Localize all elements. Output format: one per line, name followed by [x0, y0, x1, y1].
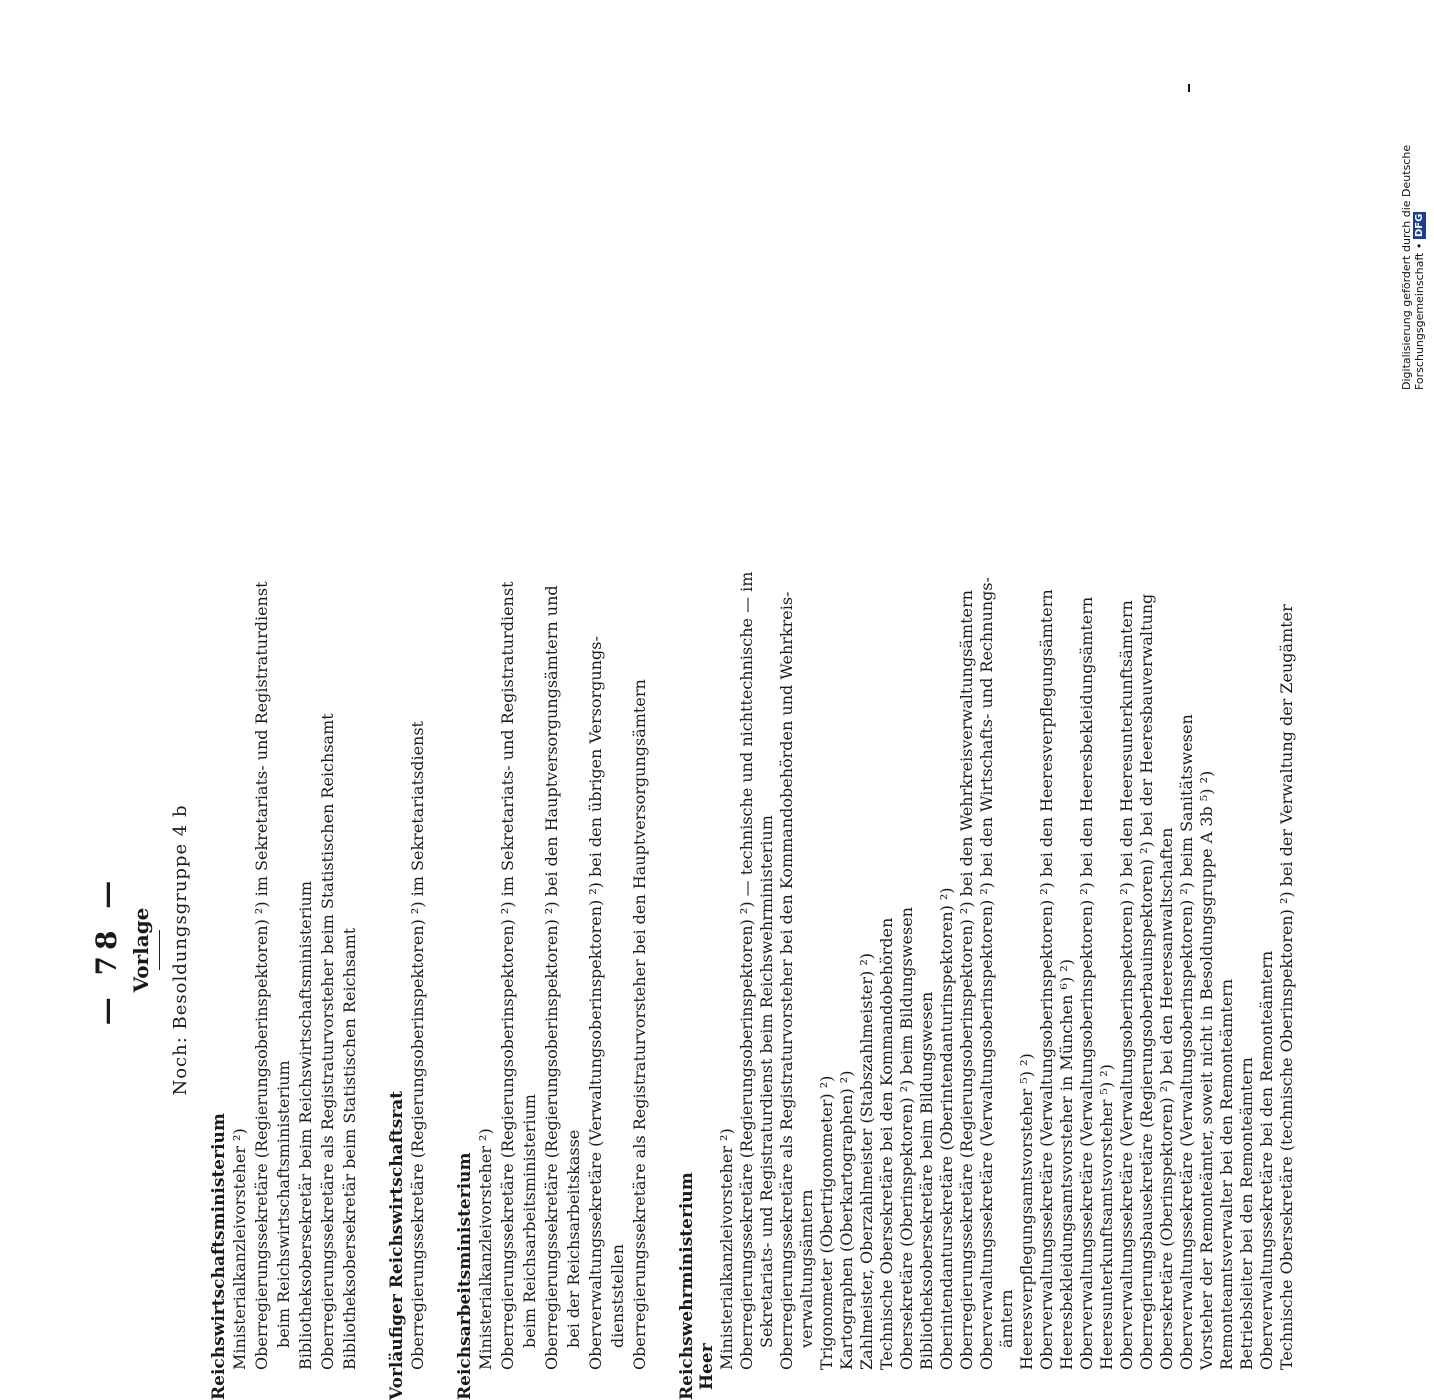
document-subtitle: Noch: Besoldungsgruppe 4 b [170, 804, 191, 1096]
list-item: Kartographen (Oberkartographen) ²) [837, 1070, 856, 1370]
list-item: Oberverwaltungssekretäre (Verwaltungsoberinspektoren) ²) bei den Wirtschafts- und Rechnungs- [977, 577, 996, 1370]
list-item: Zahlmeister, Oberzahlmeister (Stabszahlmeister) ²) [857, 953, 876, 1370]
list-item: Oberverwaltungssekretäre (Verwaltungsoberinspektoren) ²) bei den übrigen Versorgungs- [586, 636, 605, 1370]
dfg-badge: DFG [1414, 213, 1425, 238]
list-item: Trigonometer (Obertrigonometer) ²) [817, 1075, 836, 1370]
list-item: Oberregierungssekretäre als Registraturvorsteher beim Statistischen Reichsamt [318, 713, 337, 1370]
list-item: Bibliotheksobersekretär beim Reichswirtschaftsministerium [296, 880, 315, 1370]
list-item: Oberregierungssekretäre (Regierungsoberinspektoren) ²) — technische und nichttechnische — im [737, 571, 756, 1370]
list-item: Oberregierungssekretäre (Regierungsoberinspektoren) ²) bei den Wehrkreisverwaltungsämtern [957, 590, 976, 1370]
list-item: Oberverwaltungssekretäre (Verwaltungsoberinspektoren) ²) bei den Heeresbekleidungsämtern [1077, 596, 1096, 1370]
list-item: Oberintendantursekretäre (Oberintendanturinspektoren) ²) [937, 887, 956, 1370]
list-item: Oberregierungsbausekretäre (Regierungsoberbauinspektoren) ²) bei der Heeresbauverwaltung [1137, 593, 1156, 1370]
page-header [90, 500, 191, 1400]
list-item: Oberverwaltungssekretäre (Verwaltungsoberinspektoren) ²) bei den Heeresverpflegungsämtern [1037, 589, 1056, 1370]
list-item: Oberverwaltungssekretäre bei den Remonteämtern [1257, 950, 1276, 1370]
list-item: Ministerialkanzleivorsteher ²) [717, 1128, 736, 1370]
list-item: Heeresverpflegungsamtsvorsteher ⁵) ²) [1017, 1053, 1036, 1370]
list-item: Obersekretäre (Oberinspektoren) ²) beim Bildungswesen [897, 907, 916, 1370]
section-title: Vorläufiger Reichswirtschaftsrat [387, 1090, 407, 1400]
list-item: Oberregierungssekretäre als Registraturvorsteher bei den Kommandobehörden und Wehrkreis- [777, 591, 796, 1370]
list-item: Oberregierungssekretäre (Regierungsoberinspektoren) ²) im Sekretariats- und Registraturdienst [252, 581, 271, 1370]
section-reichswehrministerium [677, 500, 1297, 1400]
list-item: bei der Reichsarbeitskasse [564, 1129, 583, 1348]
document-page [72, 500, 1296, 1400]
list-item: Oberregierungssekretäre (Regierungsoberinspektoren) ²) im Sekretariats- und Registraturdienst [498, 581, 517, 1370]
list-item: ämtern [997, 1289, 1016, 1348]
list-item: Oberregierungssekretäre (Regierungsoberinspektoren) ²) im Sekretariatsdienst [408, 721, 427, 1370]
list-item: Technische Obersekretäre (technische Oberinspektoren) ²) bei der Verwaltung der Zeugämter [1277, 604, 1296, 1370]
list-item: Bibliotheksobersekretäre beim Bildungswesen [917, 991, 936, 1370]
list-item: Oberregierungssekretäre als Registraturvorsteher bei den Hauptversorgungsämtern [630, 679, 649, 1370]
section-subtitle: Heer [697, 1343, 717, 1390]
page-number: — 78 — [90, 874, 123, 1026]
section-reichswirtschaftsrat [387, 500, 429, 1400]
section-reichswirtschaftsministerium [209, 500, 361, 1400]
list-item: Oberverwaltungssekretäre (Verwaltungsoberinspektoren) ²) bei den Heeresunterkunftsämtern [1117, 600, 1136, 1370]
list-item: Betriebsleiter bei den Remonteämtern [1237, 1057, 1256, 1370]
list-item: dienststellen [608, 1244, 627, 1348]
section-reichsarbeitsministerium [455, 500, 651, 1400]
list-item: Obersekretäre (Oberinspektoren) ²) bei den Heeresanwaltschaften [1157, 827, 1176, 1370]
list-item: Ministerialkanzleivorsteher ²) [230, 1128, 249, 1370]
list-item: Heeresunterkunftsamtsvorsteher ⁵) ²) [1097, 1064, 1116, 1370]
list-item: Bibliotheksobersekretär beim Statistischen Reichsamt [340, 927, 359, 1370]
list-item: Technische Obersekretäre bei den Kommandobehörden [877, 917, 896, 1370]
section-title: Reichsarbeitsministerium [455, 1152, 475, 1400]
title-rule [159, 930, 160, 970]
list-item: Vorsteher der Remonteämter, soweit nicht in Besoldungsgruppe A 3b ⁵) ²) [1197, 770, 1216, 1370]
list-item: Sekretariats- und Registraturdienst beim Reichswehrministerium [757, 815, 776, 1348]
list-item: Oberregierungssekretäre (Regierungsoberinspektoren) ²) bei den Hauptversorgungsämtern und [542, 585, 561, 1370]
list-item: beim Reichswirtschaftsministerium [274, 1060, 293, 1348]
section-title: Reichswirtschaftsministerium [209, 1113, 229, 1400]
list-item: beim Reichsarbeitsministerium [520, 1094, 539, 1348]
document-title: Vorlage [129, 907, 153, 993]
list-item: Heeresbekleidungsamtsvorsteher in München ⁶) ²) [1057, 959, 1076, 1370]
digitization-credit [1400, 10, 1426, 390]
list-item: Remonteamtsverwalter bei den Remonteämtern [1217, 978, 1236, 1370]
list-item: Oberverwaltungssekretäre (Verwaltungsoberinspektoren) ²) beim Sanitätswesen [1177, 714, 1196, 1370]
list-item: verwaltungsämtern [797, 1189, 816, 1348]
scan-mark [1188, 84, 1190, 92]
credit-text: Digitalisierung gefördert durch die Deutsche Forschungsgemeinschaft • [1400, 144, 1426, 390]
section-title: Reichswehrministerium [677, 1172, 697, 1400]
list-item: Ministerialkanzleivorsteher ²) [476, 1128, 495, 1370]
